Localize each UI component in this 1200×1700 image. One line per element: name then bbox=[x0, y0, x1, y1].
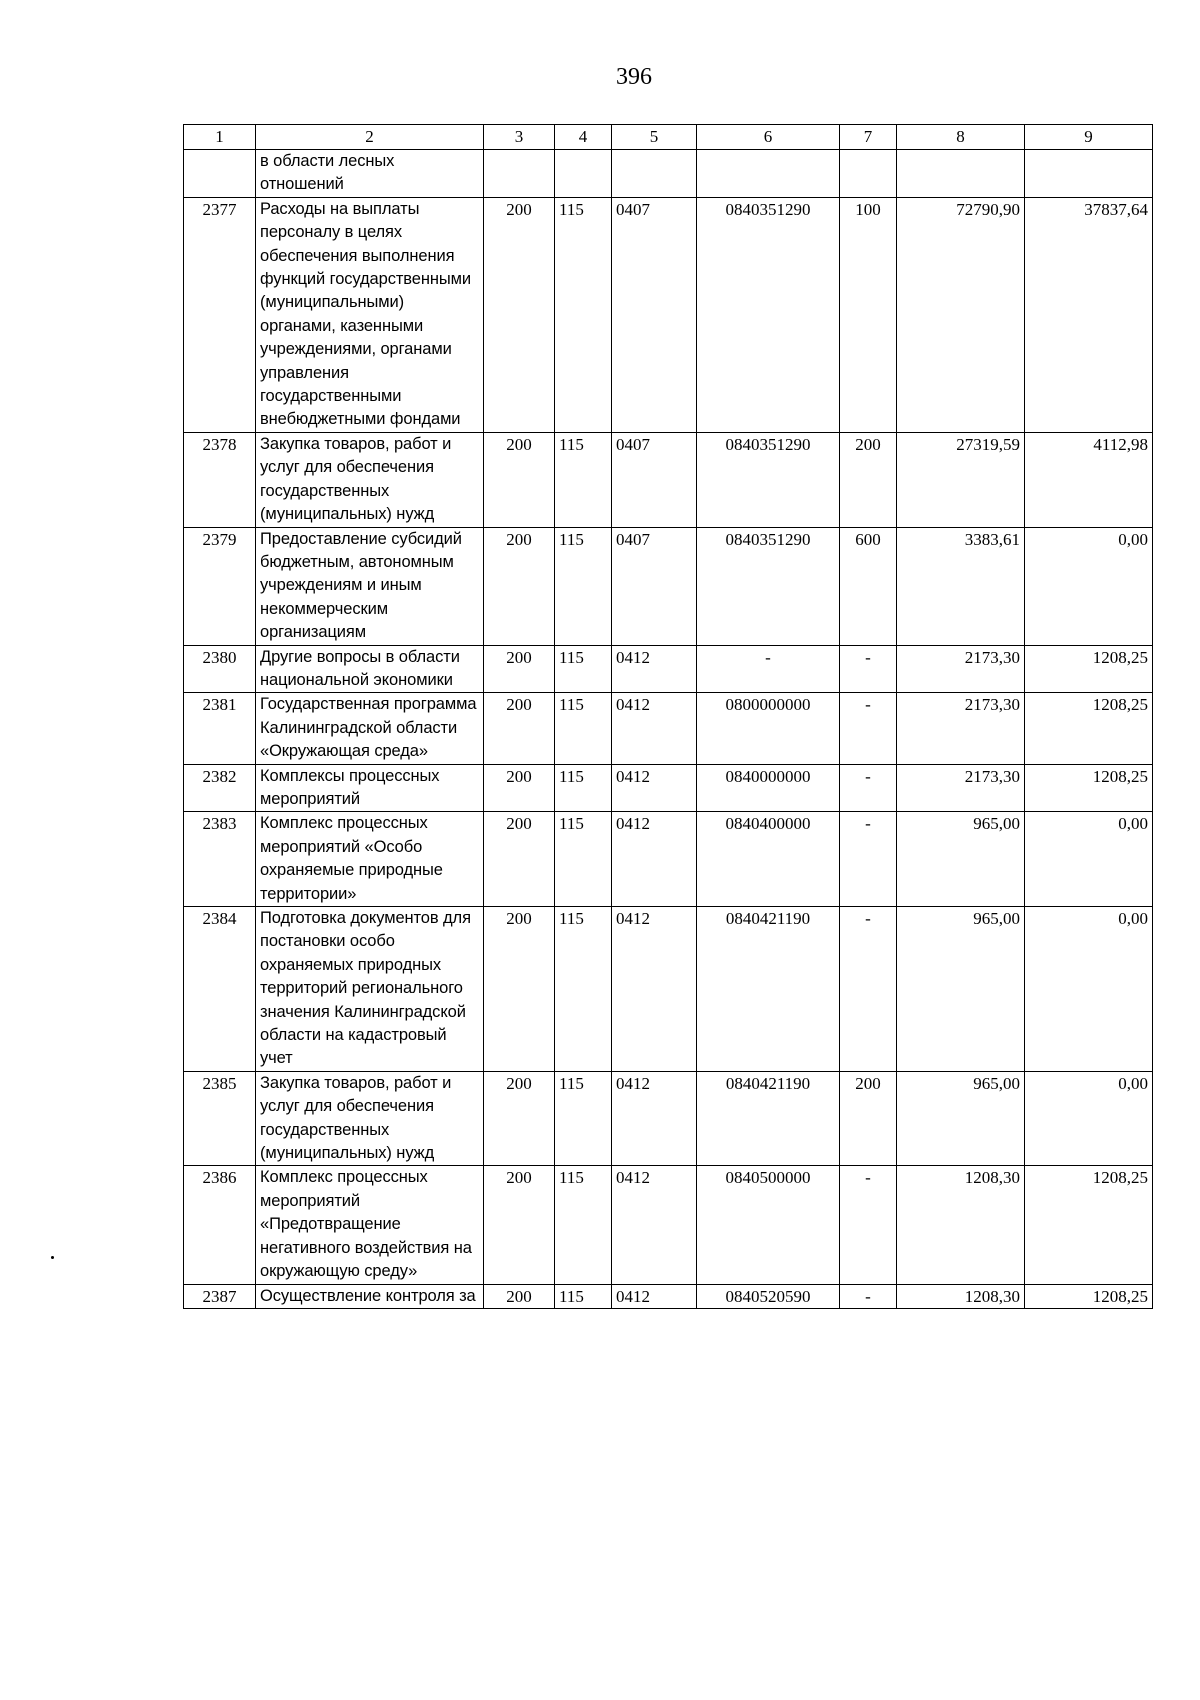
amount-col-9 bbox=[1025, 150, 1153, 198]
item-name: Закупка товаров, работ и услуг для обеспечения государственных (муниципальных) нужд bbox=[256, 1071, 484, 1166]
code-col-4: 115 bbox=[555, 645, 612, 693]
item-name: Комплекс процессных мероприятий «Особо охраняемые природные территории» bbox=[256, 812, 484, 907]
code-col-6: - bbox=[697, 645, 840, 693]
code-col-5 bbox=[612, 150, 697, 198]
code-col-7: - bbox=[840, 1166, 897, 1284]
amount-col-8: 2173,30 bbox=[897, 693, 1025, 764]
code-col-3: 200 bbox=[484, 1284, 555, 1308]
code-col-4: 115 bbox=[555, 1166, 612, 1284]
amount-col-9: 0,00 bbox=[1025, 527, 1153, 645]
row-number: 2378 bbox=[184, 432, 256, 527]
amount-col-8: 27319,59 bbox=[897, 432, 1025, 527]
amount-col-9: 0,00 bbox=[1025, 1071, 1153, 1166]
amount-col-9: 1208,25 bbox=[1025, 693, 1153, 764]
amount-col-9: 4112,98 bbox=[1025, 432, 1153, 527]
code-col-5: 0412 bbox=[612, 1071, 697, 1166]
amount-col-8: 965,00 bbox=[897, 812, 1025, 907]
table-row bbox=[184, 764, 1153, 812]
code-col-6: 0840421190 bbox=[697, 1071, 840, 1166]
row-number: 2379 bbox=[184, 527, 256, 645]
table-row bbox=[184, 1071, 1153, 1166]
row-number: 2380 bbox=[184, 645, 256, 693]
code-col-7: 200 bbox=[840, 432, 897, 527]
code-col-3: 200 bbox=[484, 432, 555, 527]
item-name: Комплексы процессных мероприятий bbox=[256, 764, 484, 812]
table-row bbox=[184, 150, 1153, 198]
code-col-7: - bbox=[840, 764, 897, 812]
amount-col-9: 0,00 bbox=[1025, 907, 1153, 1072]
header-cell-5: 5 bbox=[612, 125, 697, 150]
item-name: Государственная программа Калининградской области «Окружающая среда» bbox=[256, 693, 484, 764]
header-cell-1: 1 bbox=[184, 125, 256, 150]
row-number: 2382 bbox=[184, 764, 256, 812]
table-row bbox=[184, 1166, 1153, 1284]
item-name: Предоставление субсидий бюджетным, автономным учреждениям и иным некоммерческим организациям bbox=[256, 527, 484, 645]
table-row bbox=[184, 812, 1153, 907]
code-col-3: 200 bbox=[484, 645, 555, 693]
row-number: 2383 bbox=[184, 812, 256, 907]
code-col-3: 200 bbox=[484, 812, 555, 907]
code-col-7: - bbox=[840, 693, 897, 764]
code-col-3: 200 bbox=[484, 693, 555, 764]
code-col-4: 115 bbox=[555, 693, 612, 764]
code-col-5: 0407 bbox=[612, 432, 697, 527]
header-cell-6: 6 bbox=[697, 125, 840, 150]
amount-col-8: 2173,30 bbox=[897, 764, 1025, 812]
amount-col-9: 1208,25 bbox=[1025, 1284, 1153, 1308]
code-col-6: 0840351290 bbox=[697, 432, 840, 527]
code-col-6: 0840520590 bbox=[697, 1284, 840, 1308]
code-col-5: 0412 bbox=[612, 907, 697, 1072]
row-number: 2384 bbox=[184, 907, 256, 1072]
header-cell-2: 2 bbox=[256, 125, 484, 150]
amount-col-8: 3383,61 bbox=[897, 527, 1025, 645]
row-number: 2377 bbox=[184, 197, 256, 432]
code-col-6: 0840400000 bbox=[697, 812, 840, 907]
stray-mark bbox=[51, 1256, 54, 1259]
item-name: Расходы на выплаты персоналу в целях обеспечения выполнения функций государственными (муниципальными) органами, казенными учреждениями, органами управления государственными внебюджетными фондами bbox=[256, 197, 484, 432]
code-col-7: - bbox=[840, 1284, 897, 1308]
header-row bbox=[184, 125, 1153, 150]
code-col-5: 0412 bbox=[612, 1166, 697, 1284]
code-col-5: 0412 bbox=[612, 693, 697, 764]
code-col-5: 0412 bbox=[612, 645, 697, 693]
item-name: Подготовка документов для постановки особо охраняемых природных территорий регионального значения Калининградской области на кадастровый учет bbox=[256, 907, 484, 1072]
code-col-3 bbox=[484, 150, 555, 198]
table-body bbox=[184, 150, 1153, 1309]
code-col-4: 115 bbox=[555, 1071, 612, 1166]
code-col-4: 115 bbox=[555, 432, 612, 527]
code-col-4: 115 bbox=[555, 812, 612, 907]
code-col-4: 115 bbox=[555, 527, 612, 645]
code-col-3: 200 bbox=[484, 907, 555, 1072]
code-col-7: - bbox=[840, 907, 897, 1072]
code-col-7: - bbox=[840, 812, 897, 907]
code-col-5: 0412 bbox=[612, 1284, 697, 1308]
table-row bbox=[184, 432, 1153, 527]
table-row bbox=[184, 907, 1153, 1072]
code-col-4 bbox=[555, 150, 612, 198]
item-name: Осуществление контроля за bbox=[256, 1284, 484, 1308]
amount-col-8: 1208,30 bbox=[897, 1166, 1025, 1284]
row-number: 2381 bbox=[184, 693, 256, 764]
amount-col-9: 1208,25 bbox=[1025, 645, 1153, 693]
code-col-6: 0840421190 bbox=[697, 907, 840, 1072]
row-number: 2385 bbox=[184, 1071, 256, 1166]
code-col-6: 0840351290 bbox=[697, 197, 840, 432]
amount-col-9: 0,00 bbox=[1025, 812, 1153, 907]
header-cell-4: 4 bbox=[555, 125, 612, 150]
code-col-6: 0840000000 bbox=[697, 764, 840, 812]
code-col-7: 200 bbox=[840, 1071, 897, 1166]
code-col-3: 200 bbox=[484, 1166, 555, 1284]
code-col-7: 600 bbox=[840, 527, 897, 645]
code-col-5: 0412 bbox=[612, 764, 697, 812]
code-col-6: 0840500000 bbox=[697, 1166, 840, 1284]
row-number: 2387 bbox=[184, 1284, 256, 1308]
code-col-4: 115 bbox=[555, 764, 612, 812]
code-col-3: 200 bbox=[484, 764, 555, 812]
header-cell-7: 7 bbox=[840, 125, 897, 150]
code-col-4: 115 bbox=[555, 197, 612, 432]
header-cell-3: 3 bbox=[484, 125, 555, 150]
code-col-4: 115 bbox=[555, 907, 612, 1072]
item-name: в области лесных отношений bbox=[256, 150, 484, 198]
table-row bbox=[184, 1284, 1153, 1308]
code-col-4: 115 bbox=[555, 1284, 612, 1308]
code-col-3: 200 bbox=[484, 527, 555, 645]
item-name: Комплекс процессных мероприятий «Предотвращение негативного воздействия на окружающую среду» bbox=[256, 1166, 484, 1284]
table-row bbox=[184, 197, 1153, 432]
code-col-6: 0800000000 bbox=[697, 693, 840, 764]
amount-col-8: 965,00 bbox=[897, 1071, 1025, 1166]
code-col-5: 0412 bbox=[612, 812, 697, 907]
code-col-7: 100 bbox=[840, 197, 897, 432]
header-cell-9: 9 bbox=[1025, 125, 1153, 150]
amount-col-9: 37837,64 bbox=[1025, 197, 1153, 432]
table-row bbox=[184, 645, 1153, 693]
code-col-6 bbox=[697, 150, 840, 198]
page-number: 396 bbox=[616, 64, 652, 90]
code-col-7: - bbox=[840, 645, 897, 693]
row-number: 2386 bbox=[184, 1166, 256, 1284]
code-col-3: 200 bbox=[484, 197, 555, 432]
amount-col-9: 1208,25 bbox=[1025, 1166, 1153, 1284]
amount-col-8: 1208,30 bbox=[897, 1284, 1025, 1308]
code-col-5: 0407 bbox=[612, 197, 697, 432]
item-name: Другие вопросы в области национальной экономики bbox=[256, 645, 484, 693]
table-row bbox=[184, 693, 1153, 764]
item-name: Закупка товаров, работ и услуг для обеспечения государственных (муниципальных) нужд bbox=[256, 432, 484, 527]
code-col-7 bbox=[840, 150, 897, 198]
amount-col-8: 72790,90 bbox=[897, 197, 1025, 432]
amount-col-8: 2173,30 bbox=[897, 645, 1025, 693]
amount-col-9: 1208,25 bbox=[1025, 764, 1153, 812]
budget-table bbox=[183, 124, 1153, 1309]
code-col-6: 0840351290 bbox=[697, 527, 840, 645]
amount-col-8 bbox=[897, 150, 1025, 198]
amount-col-8: 965,00 bbox=[897, 907, 1025, 1072]
table-row bbox=[184, 527, 1153, 645]
code-col-3: 200 bbox=[484, 1071, 555, 1166]
row-number bbox=[184, 150, 256, 198]
header-cell-8: 8 bbox=[897, 125, 1025, 150]
code-col-5: 0407 bbox=[612, 527, 697, 645]
